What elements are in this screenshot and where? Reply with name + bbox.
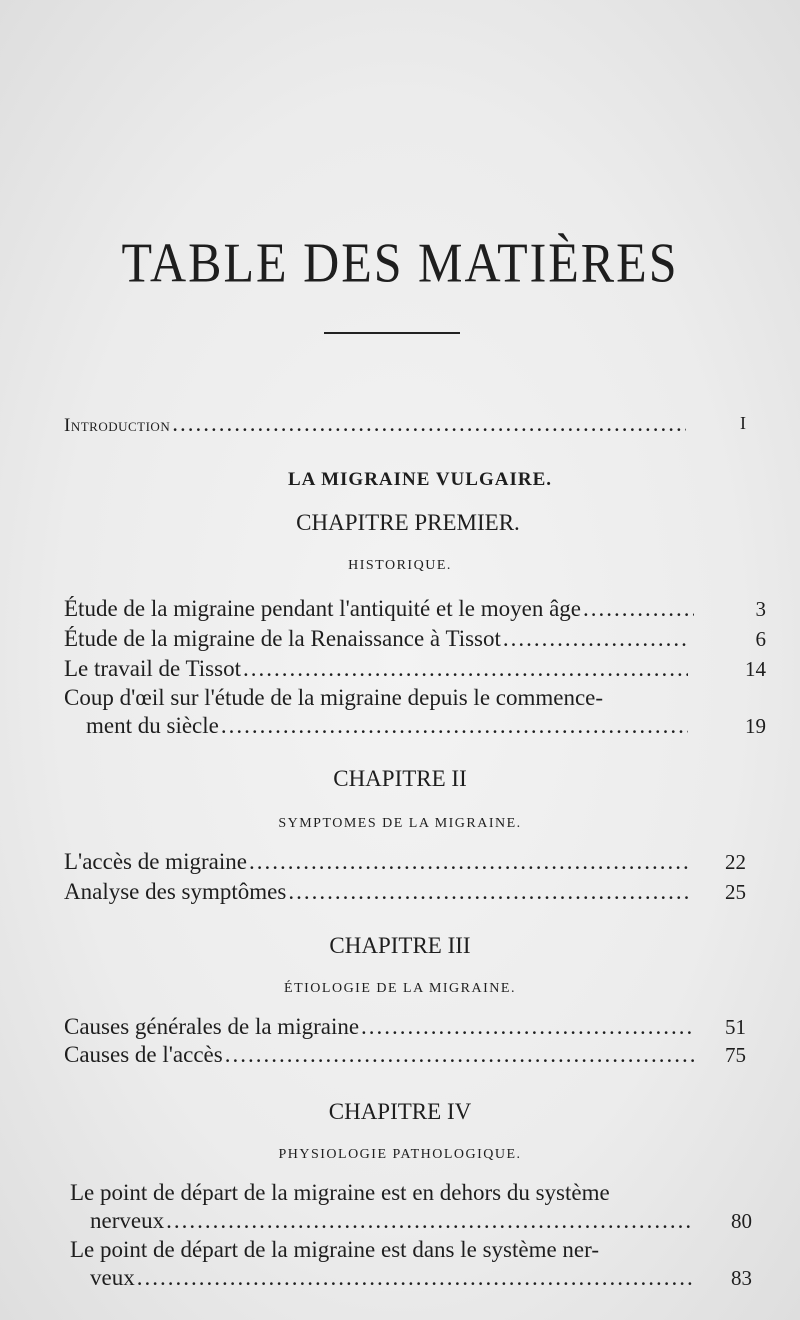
toc-entry-text: veux (90, 1265, 135, 1290)
chapter-title: CHAPITRE PREMIER. (296, 510, 520, 535)
toc-entry (64, 880, 692, 903)
chapter-title: CHAPITRE II (333, 766, 467, 791)
toc-entry (64, 597, 694, 620)
toc-page-number: 51 (725, 1015, 746, 1039)
title-rule (324, 332, 460, 334)
toc-entry-text: ment du siècle (86, 713, 219, 738)
page-title: TABLE DES MATIÈRES (121, 231, 679, 294)
toc-page-number: 19 (745, 714, 766, 738)
leader-dots (172, 412, 686, 435)
toc-entry-text: Introduction (64, 415, 171, 436)
leader-dots (503, 627, 688, 650)
leader-dots (288, 880, 692, 903)
toc-page-number: I (740, 413, 746, 433)
toc-entry-text: Causes de l'accès (64, 1042, 223, 1067)
leader-dots (249, 850, 692, 873)
toc-page-number: 80 (731, 1209, 752, 1233)
leader-dots (221, 714, 688, 737)
leader-dots (243, 657, 688, 680)
leader-dots (361, 1015, 694, 1038)
toc-entry-text: Coup d'œil sur l'étude de la migraine depuis le commence- (64, 685, 604, 710)
leader-dots (137, 1266, 694, 1289)
chapter-title: CHAPITRE IV (328, 1099, 472, 1124)
toc-entry-text: Causes générales de la migraine (64, 1014, 360, 1039)
toc-page-number: 3 (755, 597, 766, 621)
toc-page-number: 6 (755, 627, 766, 651)
toc-entry (64, 850, 692, 873)
toc-entry-text: Le point de départ de la migraine est en dehors du système (70, 1180, 610, 1205)
toc-entry (64, 627, 688, 650)
toc-entry-text: Étude de la migraine de la Renaissance à Tissot (64, 626, 501, 651)
toc-page-number: 83 (731, 1266, 752, 1290)
toc-page-number: 22 (725, 850, 746, 874)
toc-entry-text: Le travail de Tissot (64, 656, 241, 681)
toc-page-number: 25 (725, 880, 746, 904)
leader-dots (166, 1209, 694, 1232)
toc-entry (90, 1209, 694, 1232)
toc-entry-text: Étude de la migraine pendant l'antiquité et le moyen âge (64, 596, 581, 621)
toc-entry (64, 657, 688, 680)
toc-entry-introduction (64, 412, 686, 435)
toc-page-number: 14 (745, 657, 766, 681)
toc-entry (86, 714, 688, 737)
chapter-subtitle: PHYSIOLOGIE PATHOLOGIQUE. (278, 1147, 522, 1162)
part-title: LA MIGRAINE VULGAIRE. (288, 469, 552, 490)
leader-dots (225, 1043, 694, 1066)
toc-entry-text: nerveux (90, 1208, 165, 1233)
toc-entry-text: Analyse des symptômes (64, 879, 287, 904)
toc-entry (64, 1043, 694, 1066)
chapter-title: CHAPITRE III (329, 933, 471, 958)
toc-page-number: 75 (725, 1043, 746, 1067)
chapter-subtitle: SYMPTOMES DE LA MIGRAINE. (278, 816, 522, 831)
leader-dots (583, 597, 694, 620)
toc-entry-text: Le point de départ de la migraine est dans le système ner- (70, 1237, 599, 1262)
toc-entry-text: L'accès de migraine (64, 849, 247, 874)
toc-entry (90, 1266, 694, 1289)
toc-entry (64, 1015, 694, 1038)
chapter-subtitle: ÉTIOLOGIE DE LA MIGRAINE. (284, 981, 516, 996)
chapter-subtitle: HISTORIQUE. (348, 558, 452, 573)
